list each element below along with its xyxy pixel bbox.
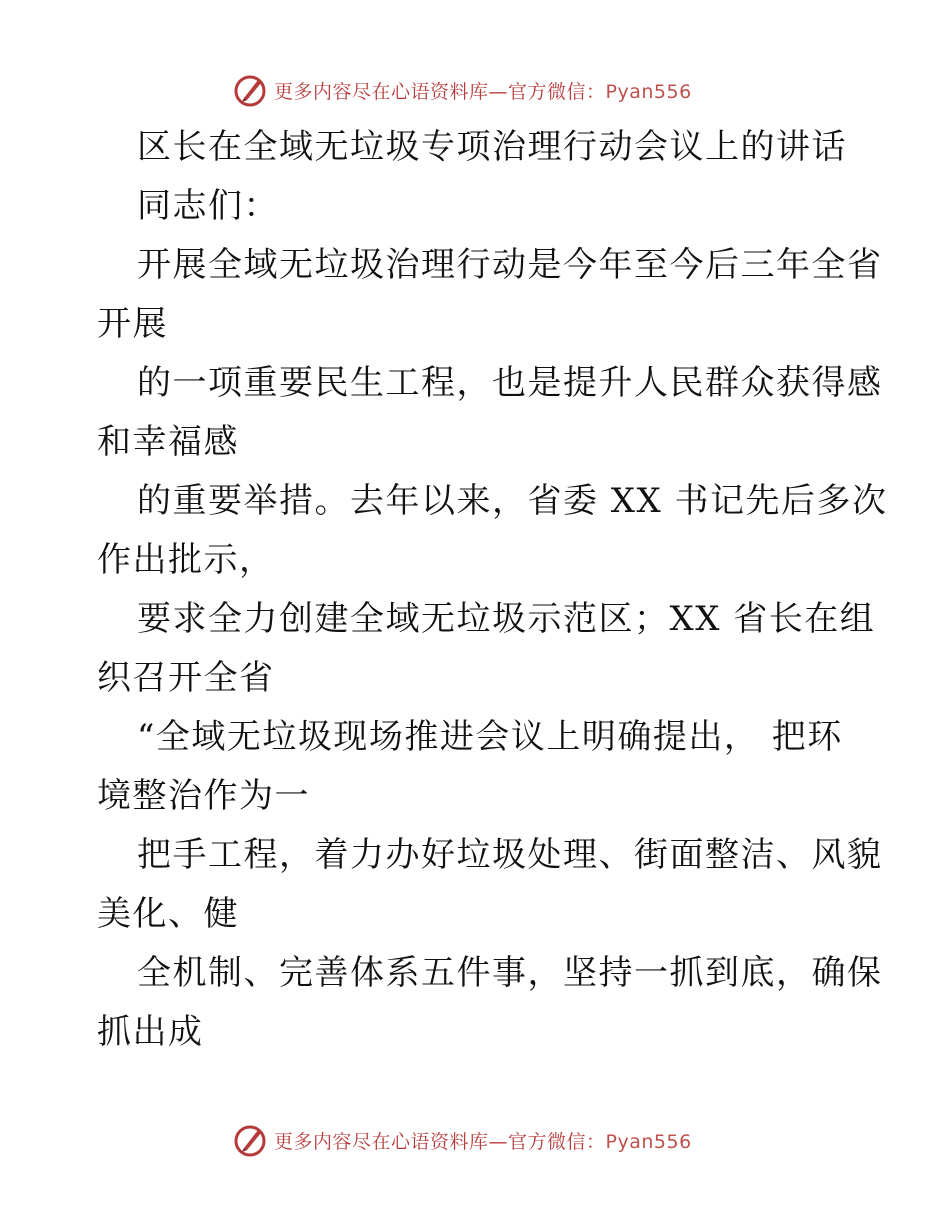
text-line: 作出批示， <box>97 540 275 580</box>
text-line: 织召开全省 <box>97 658 275 698</box>
watermark-text: 更多内容尽在心语资料库—官方微信：Pyan556 <box>274 80 692 103</box>
text-line: 全机制、完善体系五件事，坚持一抓到底，确保 <box>137 953 883 993</box>
text-line: “全域无垃圾现场推进会议上明确提出， 把环 <box>137 717 843 757</box>
text-line: 开展 <box>97 304 168 344</box>
speech-body <box>97 118 888 1062</box>
text-line: 境整治作为一 <box>97 776 310 816</box>
watermark-header <box>232 70 732 110</box>
text-line: 开展全域无垃圾治理行动是今年至今后三年全省 <box>137 245 883 285</box>
text-line: 同志们： <box>137 186 279 226</box>
watermark-text: 更多内容尽在心语资料库—官方微信：Pyan556 <box>274 1130 692 1153</box>
text-line: 美化、健 <box>97 894 239 934</box>
watermark-footer <box>232 1120 732 1160</box>
pen-logo-icon <box>232 1122 268 1158</box>
text-line: 的重要举措。去年以来，省委 XX 书记先后多次 <box>137 481 888 521</box>
text-line: 抓出成 <box>97 1012 204 1052</box>
pen-logo-icon <box>232 72 268 108</box>
text-line: 的一项重要民生工程，也是提升人民群众获得感 <box>137 363 883 403</box>
text-line: 和幸福感 <box>97 422 239 462</box>
text-line: 要求全力创建全域无垃圾示范区；XX 省长在组 <box>137 599 876 639</box>
text-line: 区长在全域无垃圾专项治理行动会议上的讲话 <box>137 127 847 167</box>
text-line: 把手工程，着力办好垃圾处理、街面整洁、风貌 <box>137 835 883 875</box>
